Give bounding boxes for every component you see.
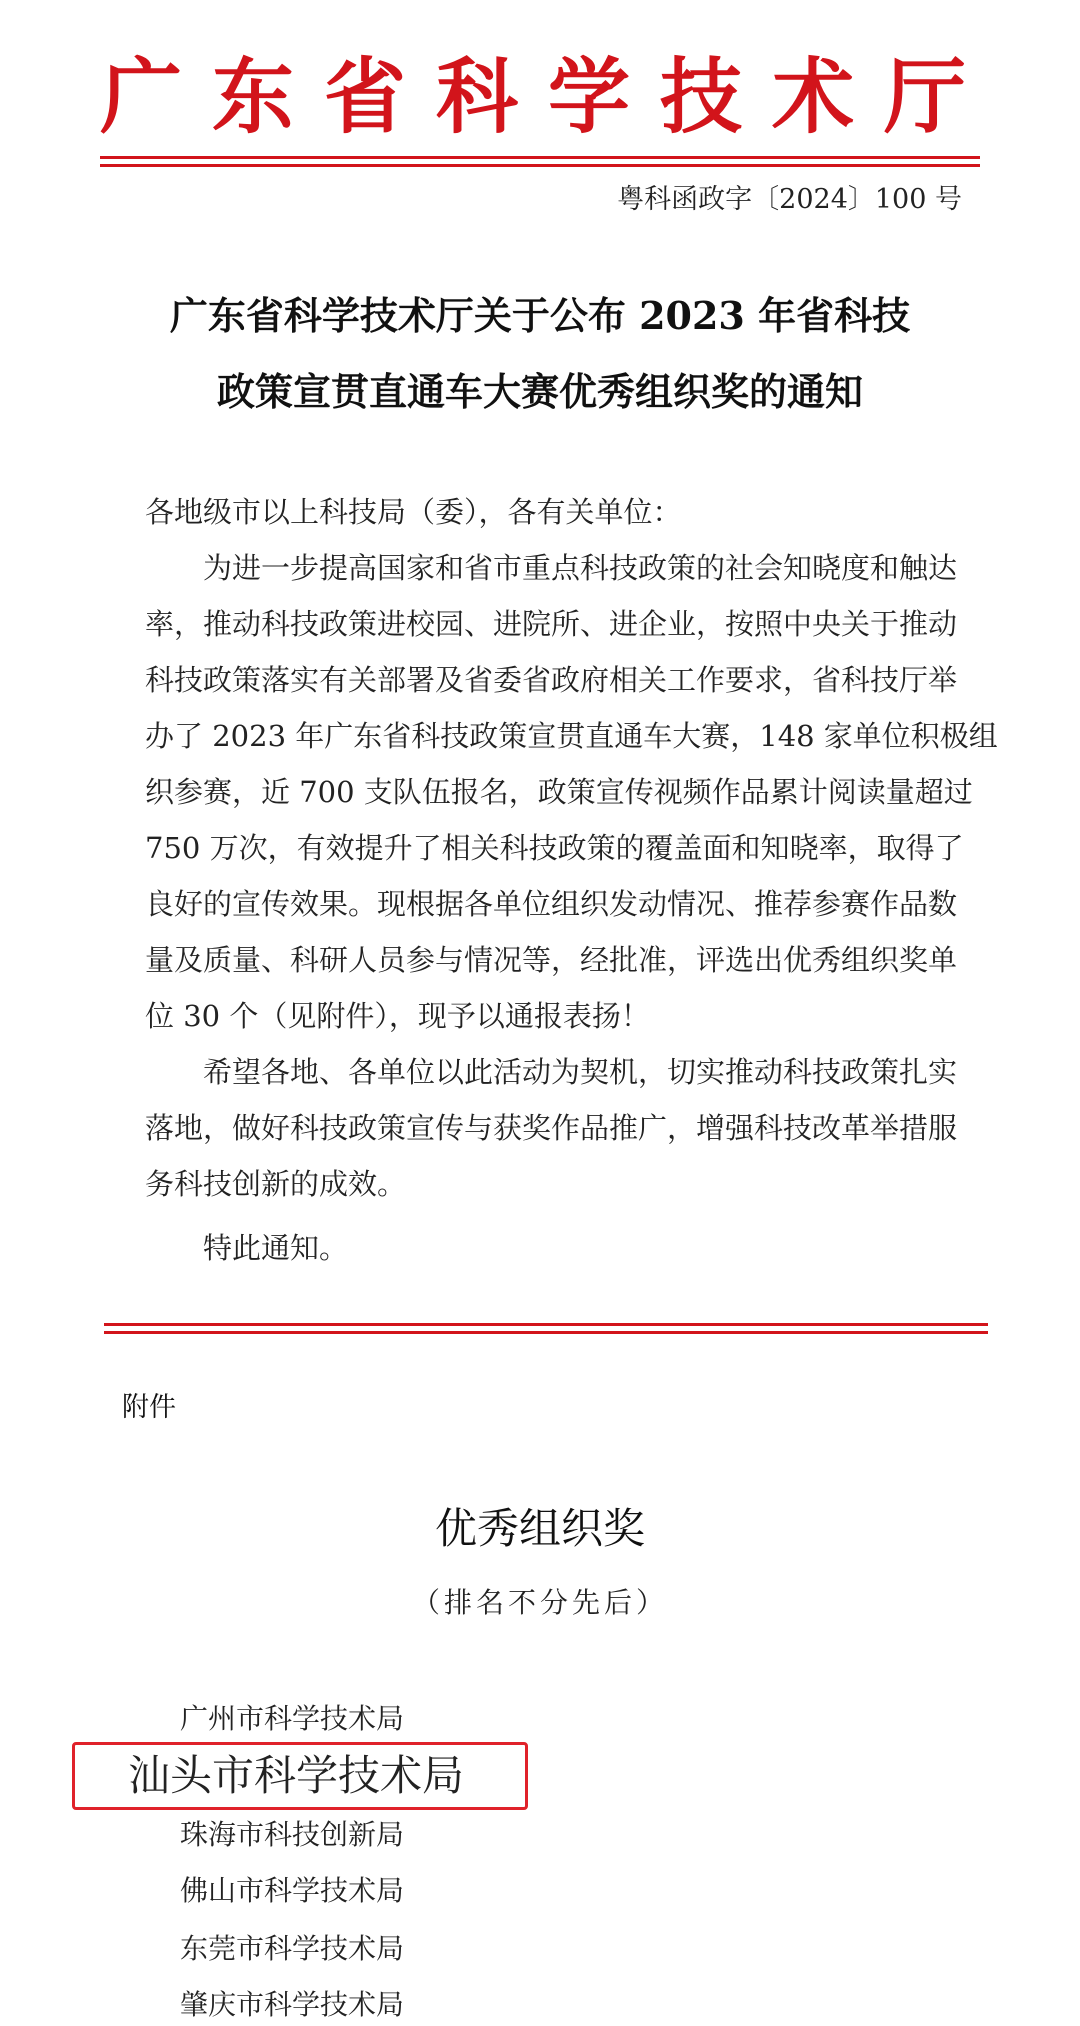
- body-line: 落地，做好科技政策宣传与获奖作品推广，增强科技改革举措服: [145, 1111, 958, 1145]
- body-line: 特此通知。: [145, 1231, 349, 1265]
- footer-rule-top: [104, 1323, 988, 1326]
- letterhead-rule-bottom: [100, 164, 980, 167]
- notice-title-line-2: 政策宣贯直通车大赛优秀组织奖的通知: [216, 369, 863, 414]
- body-line: 办了 2023 年广东省科技政策宣贯直通车大赛，148 家单位积极组: [145, 719, 998, 753]
- body-line: 织参赛，近 700 支队伍报名，政策宣传视频作品累计阅读量超过: [145, 775, 973, 809]
- award-title: 优秀组织奖: [434, 1504, 645, 1553]
- notice-salutation: 各地级市以上科技局（委），各有关单位：: [145, 495, 682, 529]
- body-line: 量及质量、科研人员参与情况等，经批准，评选出优秀组织奖单: [145, 943, 958, 977]
- award-unit: 东莞市科学技术局: [180, 1932, 405, 1965]
- award-unit: 佛山市科学技术局: [180, 1874, 405, 1907]
- document-number: 粤科函政字〔2024〕100 号: [617, 184, 962, 215]
- body-line: 为进一步提高国家和省市重点科技政策的社会知晓度和触达: [145, 551, 958, 585]
- footer-rule-bottom: [104, 1331, 988, 1334]
- body-line: 希望各地、各单位以此活动为契机，切实推动科技政策扎实: [145, 1055, 958, 1089]
- award-unit: 珠海市科技创新局: [180, 1818, 405, 1851]
- body-line: 750 万次，有效提升了相关科技政策的覆盖面和知晓率，取得了: [145, 831, 964, 865]
- body-line: 科技政策落实有关部署及省委省政府相关工作要求，省科技厅举: [145, 663, 958, 697]
- attachment-label: 附件: [122, 1392, 176, 1423]
- body-line: 位 30 个（见附件），现予以通报表扬！: [145, 999, 650, 1033]
- letterhead-title: 广东省科学技术厅: [100, 49, 997, 145]
- award-subtitle: （排名不分先后）: [411, 1586, 668, 1619]
- award-unit: 肇庆市科学技术局: [180, 1988, 405, 2021]
- award-unit-highlighted: 汕头市科学技术局: [128, 1751, 465, 1800]
- award-unit: 广州市科学技术局: [180, 1702, 405, 1735]
- letterhead-rule-top: [100, 156, 980, 159]
- body-line: 良好的宣传效果。现根据各单位组织发动情况、推荐参赛作品数: [145, 887, 958, 921]
- body-line: 务科技创新的成效。: [145, 1167, 407, 1201]
- body-line: 率，推动科技政策进校园、进院所、进企业，按照中央关于推动: [145, 607, 958, 641]
- notice-title-line-1: 广东省科学技术厅关于公布 2023 年省科技: [169, 293, 911, 338]
